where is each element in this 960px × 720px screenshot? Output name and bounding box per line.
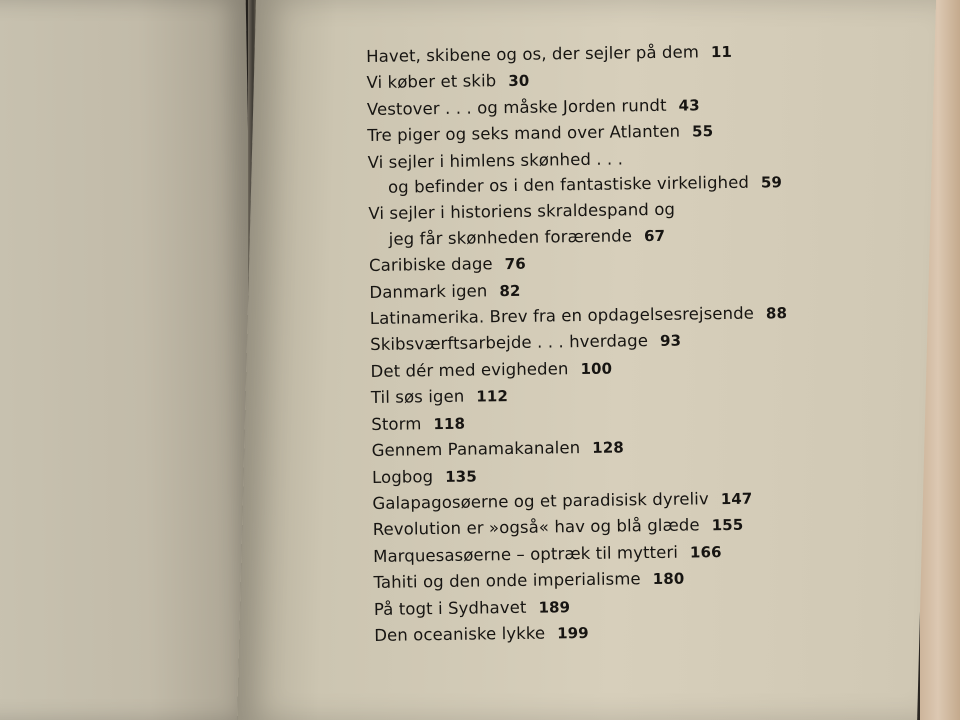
toc-page-number: 180 [652,569,685,589]
toc-page-number: 88 [765,304,788,323]
toc-title-line: Caribiske dage [368,254,493,276]
toc-title-line: Danmark igen [369,280,488,302]
toc-title-line: Logbog [371,466,434,487]
toc-page-number: 118 [433,414,466,433]
toc-page-number: 128 [592,438,624,457]
toc-title-line: og befinder os i den fantastiske virkelighed [387,172,750,197]
toc-title-line: Galapagosøerne og et paradisisk dyreliv [372,489,709,513]
toc-title-line: Latinamerika. Brev fra en opdagelsesrejsende [369,303,755,329]
toc-page-number: 135 [445,466,477,486]
toc-title-line: Tahiti og den onde imperialisme [373,569,641,593]
toc-title-line: Vi køber et skib [366,71,497,93]
toc-page-number: 189 [538,597,571,617]
toc-page-number: 155 [711,516,744,535]
toc-title-line: Vestover . . . og måske Jorden rundt [366,95,667,119]
toc-title-line: Den oceaniske lykke [374,623,546,645]
toc-page-number: 199 [557,623,589,643]
toc-title-line: Til søs igen [370,386,465,408]
toc-page-number: 67 [643,226,666,245]
toc-page-number: 11 [710,42,733,62]
toc-title-line: Gennem Panamakanalen [371,438,581,461]
toc-title-line: På togt i Sydhavet [373,597,527,619]
toc-page-number: 43 [678,96,700,115]
toc-page-number: 166 [689,542,722,562]
toc-page-number: 82 [499,281,521,300]
toc-title-line: Vi sejler i himlens skønhed . . . [367,149,624,172]
toc-title-line: Det dér med evigheden [370,359,569,381]
toc-page-number: 100 [580,359,613,378]
toc-title-line: Vi sejler i historiens skraldespand og [368,200,676,224]
toc-title-line: Revolution er »også« hav og blå glæde [372,515,700,540]
toc-title-line: Skibsværftsarbejde . . . hverdage [370,331,649,355]
toc-page-number: 93 [659,332,682,351]
left-page [0,0,258,720]
toc-title-line: Marquesasøerne – optræk til mytteri [373,542,679,566]
toc-page-number: 76 [504,255,526,274]
toc-page-number: 112 [476,387,509,406]
table-of-contents [366,37,894,650]
toc-page-number: 30 [508,72,530,91]
toc-title-line: Storm [371,413,422,434]
toc-title-line: Tre piger og seks mand over Atlanten [367,121,681,146]
toc-page-number: 147 [720,489,753,508]
toc-title-line: Havet, skibene og os, der sejler på dem [366,42,700,66]
toc-page-number: 59 [760,173,783,192]
toc-page-number: 55 [691,122,714,141]
toc-title-line: jeg får skønheden forærende [388,226,633,249]
